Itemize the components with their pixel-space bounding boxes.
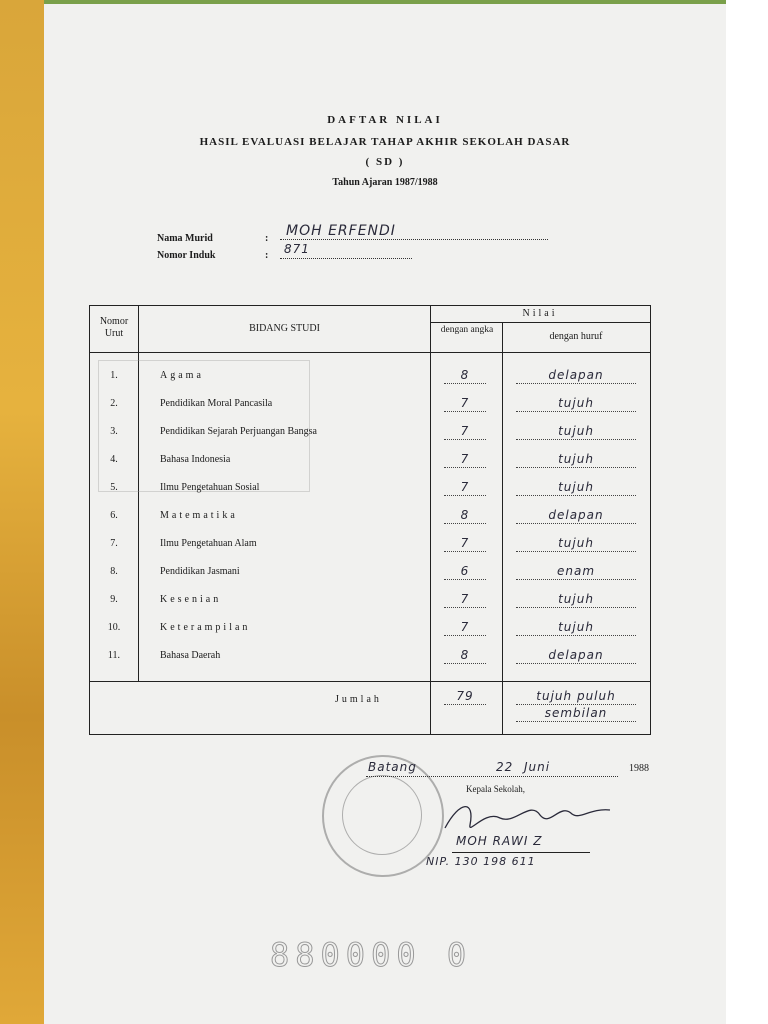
row-number: 7. <box>110 538 118 549</box>
name-value: MOH ERFENDI <box>286 223 396 239</box>
row-subject: Pendidikan Sejarah Perjuangan Bangsa <box>160 426 317 437</box>
row-angka: 7 <box>444 620 486 636</box>
row-number: 1. <box>110 370 118 381</box>
header-bidang-studi: BIDANG STUDI <box>249 323 320 334</box>
document-title: DAFTAR NILAI <box>327 114 443 126</box>
background-right <box>726 0 768 1024</box>
nomor-colon: : <box>265 250 269 261</box>
total-huruf-line1: tujuh puluh <box>516 689 636 705</box>
row-subject: Matematika <box>160 510 238 521</box>
row-subject: Pendidikan Jasmani <box>160 566 240 577</box>
row-subject: Agama <box>160 370 204 381</box>
row-huruf: tujuh <box>516 452 636 468</box>
handwritten-signature <box>440 790 620 840</box>
date-day: 22 <box>496 760 514 774</box>
row-huruf: tujuh <box>516 536 636 552</box>
row-subject: Bahasa Daerah <box>160 650 221 661</box>
principal-name-field <box>452 836 590 853</box>
academic-year: Tahun Ajaran 1987/1988 <box>332 177 438 188</box>
serial-number: 880000 0 <box>270 936 473 974</box>
row-angka: 8 <box>444 508 486 524</box>
row-number: 6. <box>110 510 118 521</box>
table-divider <box>430 322 650 323</box>
table-divider <box>90 681 650 682</box>
name-label: Nama Murid <box>157 233 213 244</box>
date-field <box>366 762 618 777</box>
row-angka: 7 <box>444 592 486 608</box>
total-angka: 79 <box>444 689 486 705</box>
row-number: 11. <box>107 650 121 661</box>
date-place: Batang <box>368 760 417 774</box>
header-nilai: Nilai <box>522 308 558 319</box>
background-top <box>44 0 726 4</box>
row-number: 10. <box>107 622 121 633</box>
row-number: 8. <box>110 566 118 577</box>
row-number: 2. <box>110 398 118 409</box>
school-level: ( SD ) <box>365 156 405 168</box>
header-dengan-angka: dengan angka <box>440 325 494 335</box>
table-divider <box>90 352 650 353</box>
row-huruf: delapan <box>516 368 636 384</box>
principal-nip: NIP. 130 198 611 <box>426 855 536 868</box>
row-huruf: delapan <box>516 648 636 664</box>
table-divider <box>502 323 503 734</box>
row-angka: 8 <box>444 648 486 664</box>
name-field <box>280 224 548 240</box>
principal-name: MOH RAWI Z <box>456 834 543 848</box>
row-angka: 8 <box>444 368 486 384</box>
document-subtitle: HASIL EVALUASI BELAJAR TAHAP AKHIR SEKOLAH DASAR <box>199 136 571 148</box>
row-huruf: enam <box>516 564 636 580</box>
total-huruf-line2: sembilan <box>516 706 636 722</box>
row-subject: Keterampilan <box>160 622 251 633</box>
row-huruf: tujuh <box>516 620 636 636</box>
row-huruf: tujuh <box>516 480 636 496</box>
header-nomor-urut: Nomor Urut <box>99 316 129 339</box>
table-divider <box>430 306 431 734</box>
row-subject: Kesenian <box>160 594 222 605</box>
nomor-label: Nomor Induk <box>157 250 216 261</box>
row-number: 9. <box>110 594 118 605</box>
row-angka: 7 <box>444 480 486 496</box>
row-huruf: tujuh <box>516 592 636 608</box>
row-subject: Ilmu Pengetahuan Sosial <box>160 482 260 493</box>
row-angka: 7 <box>444 396 486 412</box>
row-number: 3. <box>110 426 118 437</box>
signature-role: Kepala Sekolah, <box>466 784 525 794</box>
nomor-value: 871 <box>284 242 310 256</box>
header-dengan-huruf: dengan huruf <box>549 331 603 342</box>
row-number: 5. <box>110 482 118 493</box>
total-label: Jumlah <box>335 694 382 705</box>
row-huruf: tujuh <box>516 396 636 412</box>
row-number: 4. <box>110 454 118 465</box>
row-huruf: tujuh <box>516 424 636 440</box>
date-month: Juni <box>524 760 551 774</box>
row-angka: 7 <box>444 424 486 440</box>
background-left <box>0 0 44 1024</box>
date-year: 1988 <box>629 763 649 774</box>
row-subject: Ilmu Pengetahuan Alam <box>160 538 257 549</box>
row-subject: Bahasa Indonesia <box>160 454 231 465</box>
row-angka: 7 <box>444 536 486 552</box>
nomor-field <box>280 244 412 259</box>
row-subject: Pendidikan Moral Pancasila <box>160 398 273 409</box>
row-angka: 7 <box>444 452 486 468</box>
row-huruf: delapan <box>516 508 636 524</box>
name-colon: : <box>265 233 269 244</box>
row-angka: 6 <box>444 564 486 580</box>
